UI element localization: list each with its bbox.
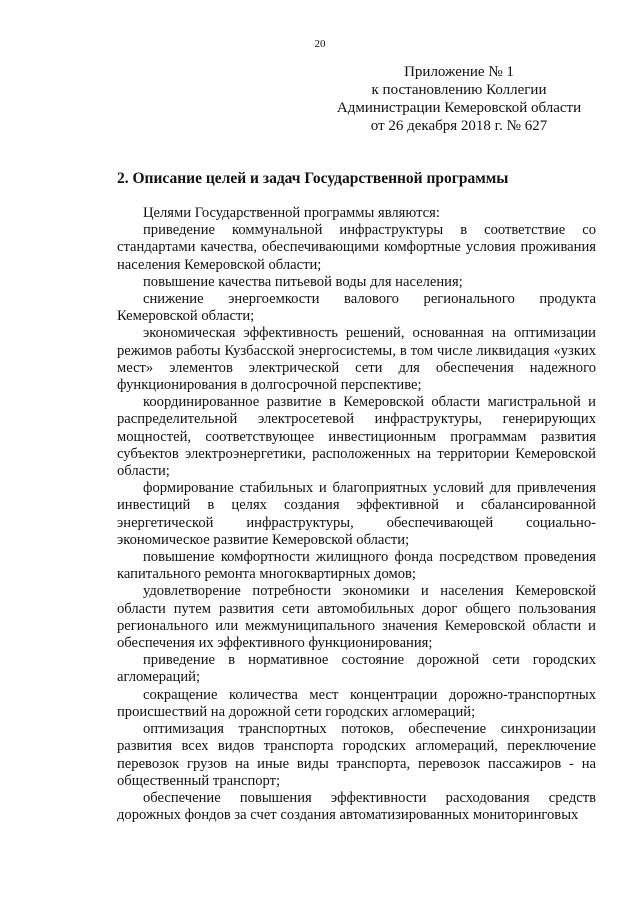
appendix-line-4: от 26 декабря 2018 г. № 627: [370, 118, 548, 134]
paragraph: экономическая эффективность решений, основанная на оптимизации режимов работы Кузбасской энергосистемы, в том числе ликвидация «узких мест» элементов электрической сети для обеспечения надежного функционирования в долгосрочной перспективе;: [117, 325, 596, 394]
paragraph: снижение энергоемкости валового регионального продукта Кемеровской области;: [117, 291, 596, 325]
paragraph: Целями Государственной программы являются:: [143, 205, 440, 221]
document-body: [117, 205, 596, 824]
section-title: 2. Описание целей и задач Государственной программы: [117, 170, 509, 187]
appendix-line-3: Администрации Кемеровской области: [336, 100, 582, 116]
appendix-line-2: к постановлению Коллегии: [371, 82, 547, 98]
paragraph: повышение комфортности жилищного фонда посредством проведения капитального ремонта многоквартирных домов;: [117, 549, 596, 583]
paragraph: приведение коммунальной инфраструктуры в соответствие со стандартами качества, обеспечивающими комфортные условия проживания населения Кемеровской области;: [117, 222, 596, 273]
appendix-line-1: Приложение № 1: [404, 64, 514, 80]
paragraph: координированное развитие в Кемеровской области магистральной и распределительной электросетевой инфраструктуры, генерирующих мощностей, соответствующее инвестиционным программам развития субъектов электроэнергетики, расположенных на территории Кемеровской области;: [117, 394, 596, 480]
paragraph: обеспечение повышения эффективности расходования средств дорожных фондов за счет создания автоматизированных мониторинговых: [117, 789, 596, 824]
appendix-block: [330, 63, 588, 135]
page-number: 20: [314, 38, 326, 50]
paragraph: повышение качества питьевой воды для населения;: [143, 273, 463, 290]
paragraph: удовлетворение потребности экономики и населения Кемеровской области путем развития сети автомобильных дорог общего пользования регионального или межмуниципального значения Кемеровской области и обеспечения их эффективного функционирования;: [117, 583, 596, 652]
paragraph: приведение в нормативное состояние дорожной сети городских агломераций;: [117, 652, 596, 686]
paragraph: сокращение количества мест концентрации дорожно-транспортных происшествий на дорожной сети городских агломераций;: [117, 686, 596, 720]
paragraph: оптимизация транспортных потоков, обеспечение синхронизации развития всех видов транспорта городских агломераций, переключение перевозок грузов на иные виды транспорта, перевозок пассажиров - на общественный транспорт;: [117, 721, 596, 789]
paragraph: формирование стабильных и благоприятных условий для привлечения инвестиций в целях создания эффективной и сбалансированной энергетической инфраструктуры, обеспечивающей социально-экономическое развитие Кемеровской области;: [117, 480, 596, 548]
